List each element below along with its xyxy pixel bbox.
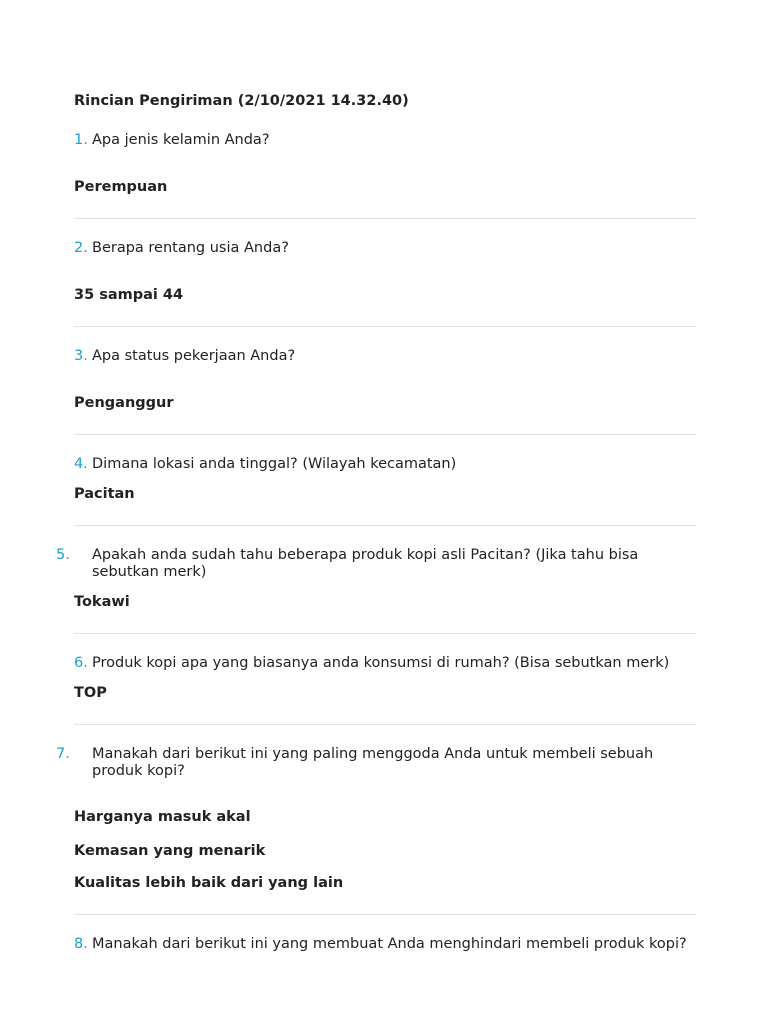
- question-number: 3.: [74, 348, 88, 364]
- question-number: 1.: [74, 132, 88, 148]
- question-number: 6.: [74, 655, 88, 671]
- question-number: 7.: [56, 746, 70, 762]
- answer-1: Perempuan: [74, 179, 168, 195]
- question-4: [74, 456, 674, 473]
- question-text: Berapa rentang usia Anda?: [92, 240, 289, 256]
- divider: [74, 914, 696, 915]
- question-3: [74, 348, 674, 365]
- question-number: 4.: [74, 456, 88, 472]
- question-5: [56, 547, 692, 581]
- answer-3: Penganggur: [74, 395, 174, 411]
- answer-4: Pacitan: [74, 486, 135, 502]
- question-text: Apakah anda sudah tahu beberapa produk kopi asli Pacitan? (Jika tahu bisa sebutkan merk): [92, 547, 639, 580]
- divider: [74, 434, 696, 435]
- question-number: 5.: [56, 547, 70, 563]
- question-text: Manakah dari berikut ini yang paling menggoda Anda untuk membeli sebuah produk kopi?: [92, 746, 654, 779]
- answer-7b: Kemasan yang menarik: [74, 843, 266, 859]
- question-1: [74, 132, 674, 149]
- answer-6: TOP: [74, 685, 107, 701]
- question-8: [74, 936, 694, 953]
- answer-5: Tokawi: [74, 594, 130, 610]
- question-number: 8.: [74, 936, 88, 952]
- question-text: Apa status pekerjaan Anda?: [92, 348, 296, 364]
- question-text: Dimana lokasi anda tinggal? (Wilayah kecamatan): [92, 456, 457, 472]
- divider: [74, 633, 696, 634]
- answer-2: 35 sampai 44: [74, 287, 184, 303]
- divider: [74, 525, 696, 526]
- question-2: [74, 240, 674, 257]
- divider: [74, 218, 696, 219]
- answer-7a: Harganya masuk akal: [74, 809, 251, 825]
- divider: [74, 326, 696, 327]
- answer-7c: Kualitas lebih baik dari yang lain: [74, 875, 344, 891]
- question-text: Manakah dari berikut ini yang membuat Anda menghindari membeli produk kopi?: [92, 936, 687, 952]
- question-7: [56, 746, 692, 780]
- divider: [74, 724, 696, 725]
- question-text: Produk kopi apa yang biasanya anda konsumsi di rumah? (Bisa sebutkan merk): [92, 655, 670, 671]
- question-text: Apa jenis kelamin Anda?: [92, 132, 270, 148]
- submission-title: Rincian Pengiriman (2/10/2021 14.32.40): [74, 93, 409, 109]
- question-6: [74, 655, 694, 672]
- question-number: 2.: [74, 240, 88, 256]
